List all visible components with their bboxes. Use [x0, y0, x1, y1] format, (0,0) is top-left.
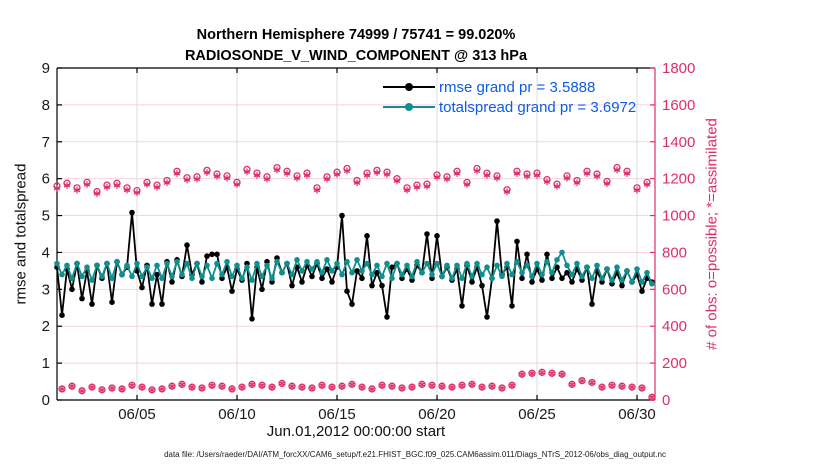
svg-text:06/25: 06/25	[518, 406, 556, 423]
svg-text:8: 8	[41, 96, 50, 114]
svg-text:0: 0	[662, 392, 671, 409]
svg-text:0: 0	[41, 392, 50, 409]
svg-text:6: 6	[41, 170, 50, 188]
svg-text:1800: 1800	[662, 60, 696, 77]
svg-text:5: 5	[41, 207, 50, 225]
svg-text:400: 400	[662, 318, 688, 336]
svg-text:06/30: 06/30	[618, 406, 656, 423]
legend-marker-rmse-icon	[405, 83, 413, 91]
legend-row-totalspread	[383, 97, 636, 117]
svg-text:7: 7	[41, 133, 50, 151]
svg-text:4: 4	[41, 244, 50, 262]
legend	[383, 77, 636, 117]
legend-swatch-rmse-icon	[383, 86, 435, 89]
svg-text:06/10: 06/10	[218, 406, 256, 423]
legend-row-rmse	[383, 77, 636, 97]
svg-text:06/15: 06/15	[318, 406, 356, 423]
x-axis-label: Jun.01,2012 00:00:00 start	[266, 423, 446, 440]
svg-text:1400: 1400	[662, 133, 696, 151]
svg-text:9: 9	[41, 60, 50, 77]
legend-swatch-totalspread-icon	[383, 106, 435, 109]
svg-text:600: 600	[662, 281, 688, 299]
y-axis-label-left: rmse and totalspread	[12, 163, 30, 305]
svg-text:06/20: 06/20	[418, 406, 456, 423]
svg-text:06/05: 06/05	[118, 406, 156, 423]
title-line-2: RADIOSONDE_V_WIND_COMPONENT @ 313 hPa	[184, 48, 528, 64]
svg-text:1: 1	[41, 355, 50, 373]
legend-marker-totalspread-icon	[405, 103, 413, 111]
svg-text:200: 200	[662, 355, 688, 373]
svg-text:800: 800	[662, 244, 688, 262]
svg-text:1200: 1200	[662, 170, 696, 188]
svg-text:2: 2	[41, 318, 50, 336]
data-file-path: data file: /Users/raeder/DAI/ATM_forcXX/CAM6_setup/f.e21.FHIST_BGC.f09_025.CAM6assim.011/Diags_NTrS_2012-06/obs_diag_output.nc	[164, 450, 666, 459]
svg-text:1600: 1600	[662, 96, 696, 114]
legend-label-totalspread: totalspread grand pr = 3.6972	[439, 98, 637, 116]
svg-text:1000: 1000	[662, 207, 696, 225]
legend-label-rmse: rmse grand pr = 3.5888	[439, 78, 596, 96]
svg-text:3: 3	[41, 281, 50, 299]
y-axis-label-right: # of obs: o=possible; *=assimilated	[703, 118, 721, 350]
title-line-1: Northern Hemisphere 74999 / 75741 = 99.020%	[196, 27, 516, 43]
